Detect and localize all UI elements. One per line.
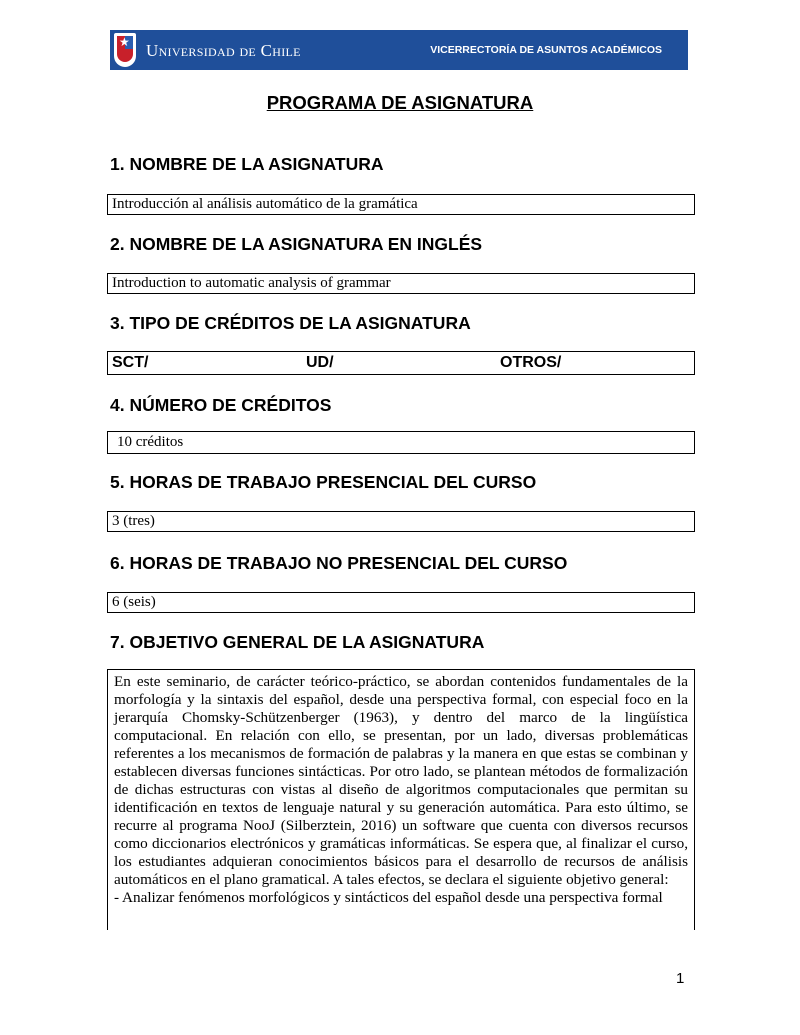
presential-hours-box bbox=[107, 511, 695, 532]
general-objective-box bbox=[107, 669, 695, 930]
section-4-heading: 4. NÚMERO DE CRÉDITOS bbox=[110, 395, 332, 415]
course-name-value: Introducción al análisis automático de la gramática bbox=[112, 196, 418, 212]
document-title: PROGRAMA DE ASIGNATURA bbox=[266, 92, 534, 113]
section-3-heading: 3. TIPO DE CRÉDITOS DE LA ASIGNATURA bbox=[110, 313, 471, 333]
general-objective-paragraph: En este seminario, de carácter teórico-práctico, se abordan contenidos fundamentales de la morfología y la sintaxis del español, desde una perspectiva formal, con especial foco en la jerarquía Chomsky-Schützenberger (1963), y dentro del marco de la lingüística computacional. En relación con ello, se presentan, por un lado, diversas problemáticas referentes a los mecanismos de formación de palabras y la manera en que estas se combinan y establecen diversas funciones sintácticas. Por otro lado, se plantean métodos de formalización de dichas estructuras con vistas al diseño de algoritmos computacionales que permitan su identificación en textos de lenguaje natural y su generación automática. Para esto último, se recurre al programa NooJ (Silberztein, 2016) un software que cuenta con diversos recursos como diccionarios electrónicos y gramáticas informáticas. Se espera que, al finalizar el curso, los estudiantes adquieran conocimientos básicos para el desarrollo de recursos de análisis automáticos en el plano gramatical. A tales efectos, se declara el siguiente objetivo general: bbox=[114, 673, 688, 888]
page-number: 1 bbox=[676, 970, 685, 987]
section-1-heading: 1. NOMBRE DE LA ASIGNATURA bbox=[110, 154, 384, 174]
header-banner bbox=[110, 30, 688, 70]
credits-number-value: 10 créditos bbox=[117, 434, 184, 450]
credit-otros-label: OTROS/ bbox=[500, 354, 562, 371]
general-objective-bullet: - Analizar fenómenos morfológicos y sintácticos del español desde una perspectiva formal bbox=[114, 889, 663, 906]
presential-hours-value: 3 (tres) bbox=[112, 513, 155, 529]
star-icon: ★ bbox=[119, 35, 130, 49]
section-6-heading: 6. HORAS DE TRABAJO NO PRESENCIAL DEL CURSO bbox=[110, 553, 568, 573]
university-name: Universidad de Chile bbox=[146, 41, 301, 60]
section-2-heading: 2. NOMBRE DE LA ASIGNATURA EN INGLÉS bbox=[110, 234, 483, 254]
course-name-box bbox=[107, 194, 695, 215]
vice-rectory-label: VICERRECTORÍA DE ASUNTOS ACADÉMICOS bbox=[430, 44, 662, 56]
section-7-heading: 7. OBJETIVO GENERAL DE LA ASIGNATURA bbox=[110, 632, 485, 652]
course-name-english-value: Introduction to automatic analysis of grammar bbox=[112, 275, 391, 291]
university-shield-logo bbox=[114, 33, 136, 67]
course-name-english-box bbox=[107, 273, 695, 294]
section-5-heading: 5. HORAS DE TRABAJO PRESENCIAL DEL CURSO bbox=[110, 472, 537, 492]
credit-ud-label: UD/ bbox=[306, 354, 334, 371]
credit-type-box bbox=[107, 351, 695, 375]
non-presential-hours-value: 6 (seis) bbox=[112, 594, 156, 610]
non-presential-hours-box bbox=[107, 592, 695, 613]
credit-sct-label: SCT/ bbox=[112, 354, 149, 371]
credits-number-box bbox=[107, 431, 695, 454]
